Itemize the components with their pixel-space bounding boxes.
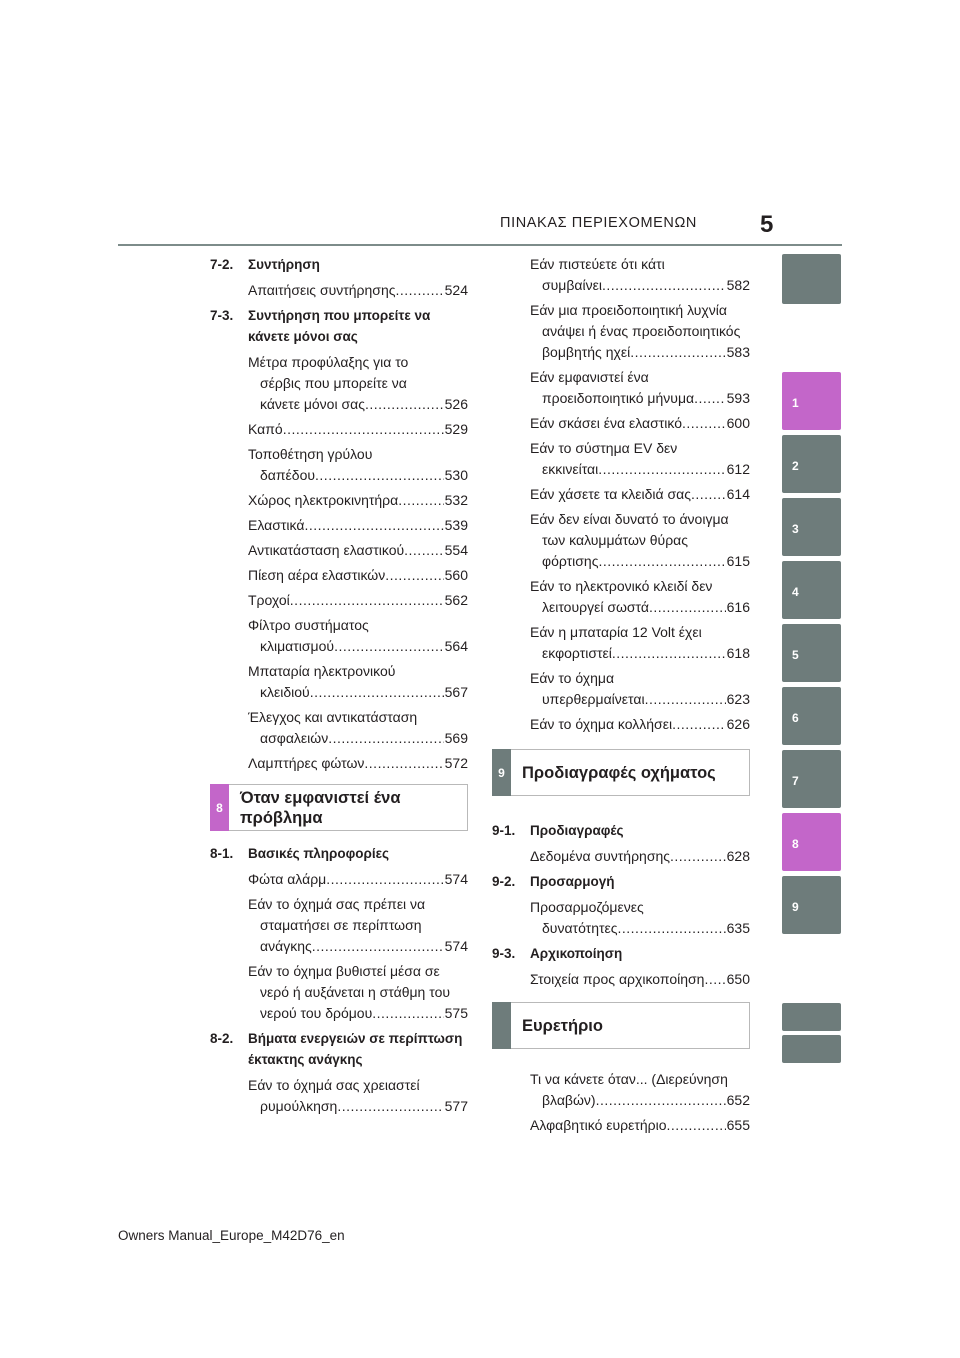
toc-page-number: 574 bbox=[444, 938, 468, 954]
toc-dot-leader bbox=[365, 394, 444, 415]
subsection-title: Προσαρμογή bbox=[530, 874, 615, 889]
subsection-title: Βήματα ενεργειών σε περίπτωση έκτακτης ανάγκης bbox=[248, 1031, 463, 1067]
toc-entry-text: Φίλτρο συστήματος bbox=[248, 617, 369, 633]
toc-dot-leader bbox=[396, 280, 444, 301]
subsection-number: 9-3. bbox=[492, 946, 516, 961]
toc-dot-leader bbox=[694, 388, 726, 409]
toc-entry-text: Στοιχεία προς αρχικοποίηση bbox=[530, 971, 705, 987]
toc-page-number: 529 bbox=[444, 421, 468, 437]
toc-entry[interactable] bbox=[530, 367, 750, 409]
toc-page-number: 623 bbox=[726, 691, 750, 707]
toc-entry-text: ανάγκης bbox=[260, 938, 312, 954]
toc-dot-leader bbox=[667, 1115, 726, 1136]
toc-entry[interactable] bbox=[530, 714, 750, 735]
toc-entry-text: σταματήσει σε περίπτωση bbox=[260, 917, 422, 933]
page-number: 5 bbox=[760, 211, 774, 238]
toc-dot-leader bbox=[598, 459, 725, 480]
toc-entry-text: Τι να κάνετε όταν... (Διερεύνηση bbox=[530, 1071, 728, 1087]
toc-entry[interactable] bbox=[248, 961, 468, 1024]
subsection-number: 8-1. bbox=[210, 846, 234, 861]
toc-dot-leader bbox=[598, 551, 725, 572]
subsection-number: 7-2. bbox=[210, 257, 234, 272]
toc-entry[interactable] bbox=[248, 753, 468, 774]
toc-dot-leader bbox=[315, 465, 444, 486]
toc-dot-leader bbox=[630, 342, 725, 363]
running-header-title: ΠΙΝΑΚΑΣ ΠΕΡΙΕΧΟΜΕΝΩΝ bbox=[500, 215, 697, 231]
toc-entry-text: ανάψει ή ένας προειδοποιητικός bbox=[542, 323, 741, 339]
toc-entry-text: νερού του δρόμου bbox=[260, 1005, 373, 1021]
toc-entry-text: κλειδιού bbox=[260, 684, 310, 700]
toc-dot-leader bbox=[645, 689, 726, 710]
toc-page-number: 618 bbox=[726, 645, 750, 661]
toc-page-number: 560 bbox=[444, 567, 468, 583]
toc-entry-text: Εάν το σύστημα EV δεν bbox=[530, 440, 678, 456]
toc-entry[interactable] bbox=[248, 707, 468, 749]
toc-entry-text: Πίεση αέρα ελαστικών bbox=[248, 567, 386, 583]
toc-entry[interactable] bbox=[530, 576, 750, 618]
toc-entry-text: φόρτισης bbox=[542, 553, 599, 569]
toc-entry[interactable] bbox=[530, 484, 750, 505]
toc-entry-text: σέρβις που μπορείτε να bbox=[260, 375, 407, 391]
toc-page-number: 567 bbox=[444, 684, 468, 700]
toc-entry[interactable] bbox=[248, 540, 468, 561]
subsection-number: 9-2. bbox=[492, 874, 516, 889]
toc-page-number: 526 bbox=[444, 396, 468, 412]
toc-entry-text: Απαιτήσεις συντήρησης bbox=[248, 282, 396, 298]
toc-entry[interactable] bbox=[530, 897, 750, 939]
toc-page-number: 652 bbox=[726, 1092, 750, 1108]
toc-dot-leader bbox=[704, 969, 725, 990]
toc-subsection-7-3 bbox=[210, 305, 468, 347]
toc-dot-leader bbox=[398, 490, 443, 511]
toc-dot-leader bbox=[326, 869, 443, 890]
toc-entry[interactable] bbox=[530, 1115, 750, 1136]
toc-entry-text: δυνατότητες bbox=[542, 920, 618, 936]
toc-dot-leader bbox=[304, 515, 443, 536]
toc-dot-leader bbox=[385, 565, 443, 586]
toc-entry-text: Εάν η μπαταρία 12 Volt έχει bbox=[530, 624, 702, 640]
toc-entry[interactable] bbox=[530, 509, 750, 572]
toc-entry[interactable] bbox=[248, 661, 468, 703]
toc-entry-text: Χώρος ηλεκτροκινητήρα bbox=[248, 492, 399, 508]
toc-dot-leader bbox=[612, 643, 726, 664]
toc-subsection-8-2 bbox=[210, 1028, 468, 1070]
thumb-tab-blank-top[interactable] bbox=[782, 254, 841, 304]
toc-entry-text: Μπαταρία ηλεκτρονικού bbox=[248, 663, 396, 679]
toc-entry[interactable] bbox=[530, 300, 750, 363]
subsection-number: 9-1. bbox=[492, 823, 516, 838]
toc-page-number: 532 bbox=[444, 492, 468, 508]
toc-entry-text: εκφορτιστεί bbox=[542, 645, 612, 661]
toc-entry-text: προειδοποιητικό μήνυμα bbox=[542, 390, 695, 406]
thumb-tab-6[interactable]: 6 bbox=[782, 687, 841, 745]
toc-page-number: 569 bbox=[444, 730, 468, 746]
subsection-title: Αρχικοποίηση bbox=[530, 946, 623, 961]
toc-page-number: 635 bbox=[726, 920, 750, 936]
section-title: Όταν εμφανιστεί ένα πρόβλημα bbox=[240, 788, 401, 827]
thumb-tab-4[interactable]: 4 bbox=[782, 561, 841, 619]
toc-entry[interactable] bbox=[530, 254, 750, 296]
toc-entry-text: Εάν μια προειδοποιητική λυχνία bbox=[530, 302, 727, 318]
toc-page-number: 574 bbox=[444, 871, 468, 887]
toc-dot-leader bbox=[310, 682, 444, 703]
toc-dot-leader bbox=[618, 918, 726, 939]
toc-entry-text: Εάν δεν είναι δυνατό το άνοιγμα bbox=[530, 511, 729, 527]
toc-entry[interactable] bbox=[248, 515, 468, 536]
toc-page-number: 628 bbox=[726, 848, 750, 864]
toc-entry[interactable] bbox=[530, 668, 750, 710]
toc-entry[interactable] bbox=[248, 565, 468, 586]
section-title: Προδιαγραφές οχήματος bbox=[522, 763, 716, 782]
subsection-title: Προδιαγραφές bbox=[530, 823, 624, 838]
thumb-tab-3[interactable]: 3 bbox=[782, 498, 841, 556]
toc-entry-text: των καλυμμάτων θύρας bbox=[542, 532, 689, 548]
toc-page-number: 564 bbox=[444, 638, 468, 654]
section-heading-9[interactable] bbox=[492, 749, 750, 796]
toc-entry[interactable] bbox=[530, 413, 750, 434]
toc-entry-text: ρυμούλκηση bbox=[260, 1098, 338, 1114]
toc-page-number: 572 bbox=[444, 755, 468, 771]
toc-dot-leader bbox=[404, 540, 444, 561]
toc-entry[interactable] bbox=[248, 590, 468, 611]
thumb-tab-2[interactable]: 2 bbox=[782, 435, 841, 493]
thumb-tab-5[interactable]: 5 bbox=[782, 624, 841, 682]
toc-entry-text: Προσαρμοζόμενες bbox=[530, 899, 644, 915]
toc-entry-text: Εάν το ηλεκτρονικό κλειδί δεν bbox=[530, 578, 713, 594]
toc-entry-text: Ελαστικά bbox=[248, 517, 305, 533]
toc-subsection-8-1 bbox=[210, 843, 468, 864]
toc-page-number: 614 bbox=[726, 486, 750, 502]
toc-entry[interactable] bbox=[248, 280, 468, 301]
toc-dot-leader bbox=[283, 419, 444, 440]
toc-page-number: 626 bbox=[726, 716, 750, 732]
toc-right-column bbox=[492, 254, 750, 1140]
toc-entry-text: Εάν το όχημά σας χρειαστεί bbox=[248, 1077, 420, 1093]
toc-entry-text: Λαμπτήρες φώτων bbox=[248, 755, 365, 771]
toc-dot-leader bbox=[328, 728, 443, 749]
toc-entry[interactable] bbox=[530, 438, 750, 480]
toc-entry[interactable] bbox=[530, 846, 750, 867]
toc-entry-text: υπερθερμαίνεται bbox=[542, 691, 645, 707]
toc-dot-leader bbox=[670, 846, 726, 867]
toc-dot-leader bbox=[682, 413, 726, 434]
toc-entry[interactable] bbox=[248, 352, 468, 415]
toc-page-number: 530 bbox=[444, 467, 468, 483]
toc-page-number: 524 bbox=[444, 282, 468, 298]
section-number-marker bbox=[492, 1002, 511, 1049]
toc-dot-leader bbox=[364, 753, 443, 774]
toc-entry-text: λειτουργεί σωστά bbox=[542, 599, 649, 615]
toc-subsection-9-1 bbox=[492, 820, 750, 841]
toc-entry-text: Εάν το όχημα κολλήσει bbox=[530, 716, 673, 732]
toc-entry-text: Εάν χάσετε τα κλειδιά σας bbox=[530, 486, 691, 502]
toc-dot-leader bbox=[649, 597, 726, 618]
toc-subsection-9-2 bbox=[492, 871, 750, 892]
toc-entry-text: βομβητής ηχεί bbox=[542, 344, 631, 360]
toc-left-column bbox=[210, 254, 468, 1121]
toc-entry[interactable] bbox=[248, 869, 468, 890]
toc-page-number: 575 bbox=[444, 1005, 468, 1021]
toc-page-number: 583 bbox=[726, 344, 750, 360]
toc-entry-text: Εάν σκάσει ένα ελαστικό bbox=[530, 415, 683, 431]
toc-entry-text: βλαβών) bbox=[542, 1092, 596, 1108]
subsection-title: Συντήρηση bbox=[248, 257, 320, 272]
toc-dot-leader bbox=[337, 1096, 443, 1117]
section-heading-8[interactable] bbox=[210, 784, 468, 831]
subsection-title: Συντήρηση που μπορείτε να κάνετε μόνοι σας bbox=[248, 308, 431, 344]
toc-entry-text: Καπό bbox=[248, 421, 283, 437]
toc-page-number: 577 bbox=[444, 1098, 468, 1114]
toc-page-number: 615 bbox=[726, 553, 750, 569]
toc-entry[interactable] bbox=[248, 1075, 468, 1117]
toc-entry-text: Μέτρα προφύλαξης για το bbox=[248, 354, 409, 370]
toc-dot-leader bbox=[290, 590, 444, 611]
toc-page-number: 650 bbox=[726, 971, 750, 987]
thumb-tab-blank-bottom-2[interactable] bbox=[782, 1035, 841, 1063]
thumb-tab-blank-bottom-1[interactable] bbox=[782, 1003, 841, 1031]
toc-page-number: 562 bbox=[444, 592, 468, 608]
toc-dot-leader bbox=[334, 636, 444, 657]
toc-entry-text: Αντικατάσταση ελαστικού bbox=[248, 542, 405, 558]
toc-entry-text: Εάν το όχημα bbox=[530, 670, 615, 686]
subsection-title: Βασικές πληροφορίες bbox=[248, 846, 390, 861]
toc-page-number: 554 bbox=[444, 542, 468, 558]
section-number-marker: 9 bbox=[492, 749, 511, 796]
toc-entry-text: κλιματισμού bbox=[260, 638, 335, 654]
toc-page-number: 582 bbox=[726, 277, 750, 293]
toc-entry-text: ασφαλειών bbox=[260, 730, 329, 746]
section-heading-index[interactable] bbox=[492, 1002, 750, 1049]
section-number-marker: 8 bbox=[210, 784, 229, 831]
toc-entry-text: νερό ή αυξάνεται η στάθμη του bbox=[260, 984, 451, 1000]
toc-page-number: 612 bbox=[726, 461, 750, 477]
toc-entry[interactable] bbox=[248, 490, 468, 511]
toc-entry[interactable] bbox=[248, 894, 468, 957]
toc-entry[interactable] bbox=[248, 615, 468, 657]
toc-entry[interactable] bbox=[248, 419, 468, 440]
thumb-tab-1[interactable]: 1 bbox=[782, 372, 841, 430]
toc-page-number: 593 bbox=[726, 390, 750, 406]
toc-entry-text: Εάν το όχημα βυθιστεί μέσα σε bbox=[248, 963, 440, 979]
toc-entry-text: συμβαίνει bbox=[542, 277, 602, 293]
header-divider bbox=[118, 244, 842, 246]
toc-entry-text: εκκινείται bbox=[542, 461, 599, 477]
toc-page-number: 655 bbox=[726, 1117, 750, 1133]
toc-entry-text: Δεδομένα συντήρησης bbox=[530, 848, 670, 864]
toc-page-number: 616 bbox=[726, 599, 750, 615]
toc-entry-text: Εάν πιστεύετε ότι κάτι bbox=[530, 256, 665, 272]
section-title: Ευρετήριο bbox=[522, 1016, 603, 1035]
toc-entry-text: Έλεγχος και αντικατάσταση bbox=[248, 709, 418, 725]
toc-entry-text: κάνετε μόνοι σας bbox=[260, 396, 365, 412]
thumb-tab-9[interactable]: 9 bbox=[782, 876, 841, 934]
toc-dot-leader bbox=[672, 714, 726, 735]
toc-entry[interactable] bbox=[248, 444, 468, 486]
toc-entry-text: Φώτα αλάρμ bbox=[248, 871, 327, 887]
toc-dot-leader bbox=[372, 1003, 443, 1024]
toc-entry[interactable] bbox=[530, 622, 750, 664]
toc-subsection-9-3 bbox=[492, 943, 750, 964]
thumb-tab-8[interactable]: 8 bbox=[782, 813, 841, 871]
toc-entry[interactable] bbox=[530, 969, 750, 990]
subsection-number: 7-3. bbox=[210, 308, 234, 323]
footer-document-id: Owners Manual_Europe_M42D76_en bbox=[118, 1228, 345, 1243]
toc-entry-text: Τοποθέτηση γρύλου bbox=[248, 446, 373, 462]
subsection-number: 8-2. bbox=[210, 1031, 234, 1046]
toc-entry-text: δαπέδου bbox=[260, 467, 316, 483]
toc-dot-leader bbox=[312, 936, 444, 957]
toc-entry-text: Τροχοί bbox=[248, 592, 290, 608]
toc-page-number: 539 bbox=[444, 517, 468, 533]
thumb-tab-7[interactable]: 7 bbox=[782, 750, 841, 808]
toc-page-number: 600 bbox=[726, 415, 750, 431]
toc-entry-text: Αλφαβητικό ευρετήριο bbox=[530, 1117, 667, 1133]
toc-entry-text: Εάν το όχημά σας πρέπει να bbox=[248, 896, 426, 912]
toc-entry[interactable] bbox=[530, 1069, 750, 1111]
toc-dot-leader bbox=[691, 484, 726, 505]
toc-entry-text: Εάν εμφανιστεί ένα bbox=[530, 369, 649, 385]
toc-dot-leader bbox=[602, 275, 726, 296]
toc-dot-leader bbox=[596, 1090, 726, 1111]
toc-subsection-7-2 bbox=[210, 254, 468, 275]
